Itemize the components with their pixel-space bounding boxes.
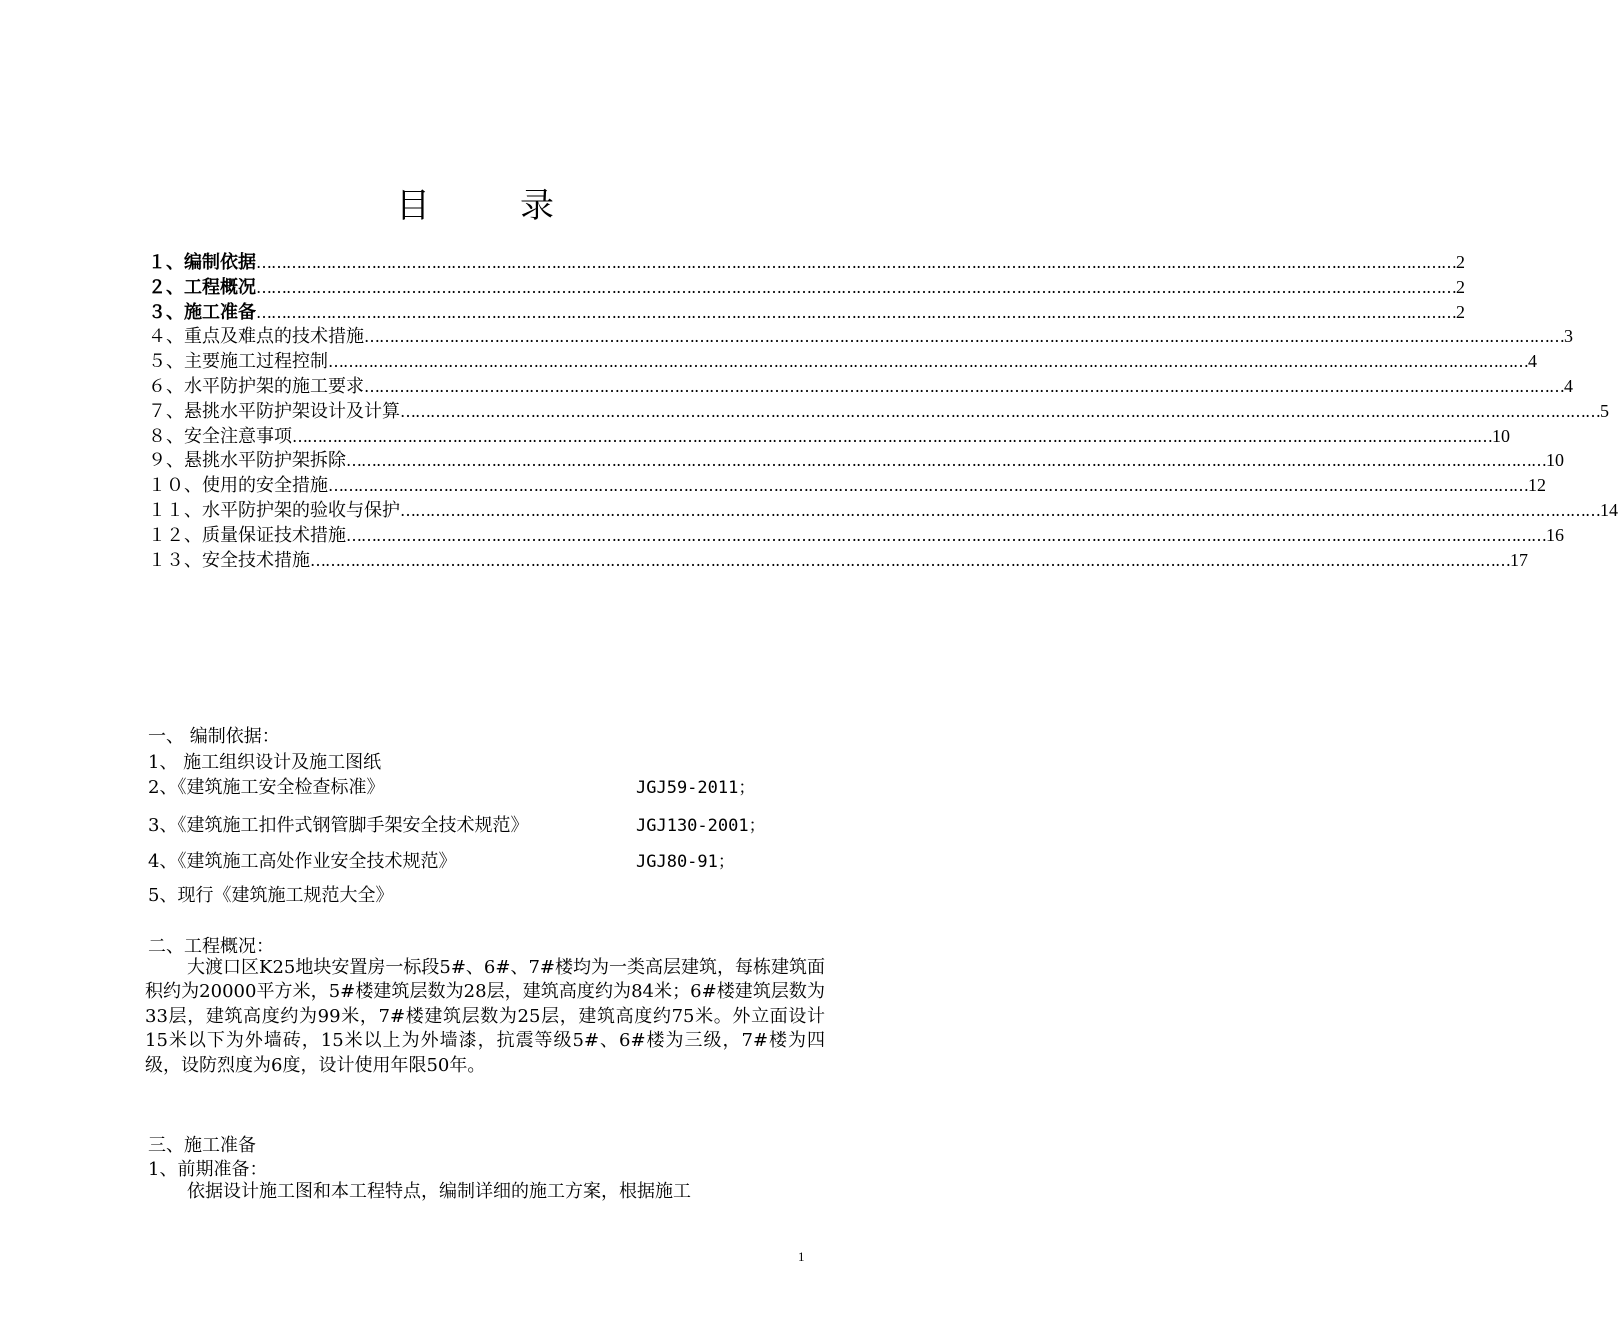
page-number: 1 <box>798 1249 805 1264</box>
toc-leader-dots: …………………………………………………………………………………………………………………………………………………………………………………………………………………… <box>292 426 1492 446</box>
toc-entry-page: 2 <box>1456 301 1465 322</box>
toc-entry <box>148 250 1465 275</box>
toc-entry-label: ６、水平防护架的施工要求 <box>148 375 364 397</box>
toc-leader-dots: …………………………………………………………………………………………………………………………………………………………………………………………………………………… <box>400 401 1600 421</box>
reference-item <box>148 773 788 799</box>
toc-entry-page: 10 <box>1546 450 1564 471</box>
toc-entry-page: 5 <box>1600 400 1609 421</box>
reference-text: 3、《建筑施工扣件式钢管脚手架安全技术规范》 <box>148 815 529 836</box>
toc-entry-page: 4 <box>1528 351 1537 372</box>
toc-leader-dots: …………………………………………………………………………………………………………………………………………………………………………………………………………………… <box>364 327 1564 347</box>
toc-leader-dots: …………………………………………………………………………………………………………………………………………………………………………………………………………………… <box>328 352 1528 372</box>
reference-item <box>148 748 788 774</box>
toc-leader-dots: …………………………………………………………………………………………………………………………………………………………………………………………………………………… <box>256 253 1456 272</box>
toc-entry <box>148 399 1609 424</box>
reference-text: 1、 施工组织设计及施工图纸 <box>148 752 382 773</box>
toc-entry-label: １２、质量保证技术措施 <box>148 524 346 546</box>
toc-entry-page: 12 <box>1528 475 1546 496</box>
toc-entry-page: 4 <box>1564 375 1573 396</box>
section-3-heading: 三、施工准备 <box>148 1135 256 1156</box>
toc-leader-dots: …………………………………………………………………………………………………………………………………………………………………………………………………………………… <box>364 376 1564 396</box>
toc-entry-page: 2 <box>1456 252 1465 272</box>
section-1-heading: 一、 编制依据： <box>148 726 280 747</box>
toc-leader-dots: …………………………………………………………………………………………………………………………………………………………………………………………………………………… <box>400 500 1600 520</box>
toc-entry-page: 2 <box>1456 276 1465 297</box>
toc-entry-label: １、编制依据 <box>148 252 256 273</box>
section-2-paragraph: 大渡口区K25地块安置房一标段5#、6#、7#楼均为一类高层建筑，每栋建筑面积约为20000平方米，5#楼建筑层数为28层，建筑高度约为84米；6#楼建筑层数为33层，建筑高度约为99米，7#楼建筑层数为25层，建筑高度约75米。外立面设计15米以下为外墙砖，15米以上为外墙漆，抗震等级5#、6#楼为三级，7#楼为四级，设防烈度为6度，设计使用年限50年。 <box>145 957 825 1076</box>
toc-title: 目录 <box>396 186 644 226</box>
toc-entry-label: ７、悬挑水平防护架设计及计算 <box>148 400 400 422</box>
reference-item <box>148 811 788 837</box>
toc-entry <box>148 349 1537 374</box>
toc-entry <box>148 424 1510 449</box>
toc-leader-dots: …………………………………………………………………………………………………………………………………………………………………………………………………………………… <box>346 451 1546 471</box>
reference-item <box>148 847 788 873</box>
toc-leader-dots: …………………………………………………………………………………………………………………………………………………………………………………………………………………… <box>256 277 1456 297</box>
reference-item <box>148 881 788 907</box>
reference-code: JGJ59-2011； <box>636 778 756 798</box>
toc-entry-label: ８、安全注意事项 <box>148 425 292 447</box>
toc-entry <box>148 324 1573 349</box>
toc-entry-label: ９、悬挑水平防护架拆除 <box>148 450 346 472</box>
toc-entry <box>148 523 1564 548</box>
toc-entry <box>148 473 1546 498</box>
toc-entry <box>148 275 1465 300</box>
toc-entry-page: 17 <box>1510 549 1528 570</box>
toc-entry <box>148 374 1573 399</box>
section-3-subheading: 1、前期准备： <box>148 1159 268 1180</box>
toc-leader-dots: …………………………………………………………………………………………………………………………………………………………………………………………………………………… <box>256 302 1456 322</box>
toc-entry-label: ２、工程概况 <box>148 276 256 298</box>
toc-entry-page: 14 <box>1600 499 1618 520</box>
toc-entry <box>148 548 1528 573</box>
toc-leader-dots: …………………………………………………………………………………………………………………………………………………………………………………………………………………… <box>310 550 1510 570</box>
reference-text: 5、现行《建筑施工规范大全》 <box>148 885 394 906</box>
toc-leader-dots: …………………………………………………………………………………………………………………………………………………………………………………………………………………… <box>328 476 1528 496</box>
toc-entry-page: 16 <box>1546 524 1564 545</box>
section-3-paragraph: 依据设计施工图和本工程特点，编制详细的施工方案，根据施工 <box>187 1181 691 1202</box>
table-of-contents <box>148 250 1618 572</box>
reference-text: 4、《建筑施工高处作业安全技术规范》 <box>148 851 457 872</box>
toc-entry <box>148 300 1465 325</box>
reference-code: JGJ80-91； <box>636 852 735 872</box>
toc-entry-label: ４、重点及难点的技术措施 <box>148 326 364 348</box>
toc-entry <box>148 498 1618 523</box>
toc-entry <box>148 448 1564 473</box>
reference-text: 2、《建筑施工安全检查标准》 <box>148 777 385 798</box>
toc-entry-label: １１、水平防护架的验收与保护 <box>148 499 400 521</box>
toc-entry-label: １０、使用的安全措施 <box>148 475 328 497</box>
toc-entry-label: ３、施工准备 <box>148 301 256 323</box>
toc-entry-label: １３、安全技术措施 <box>148 549 310 571</box>
toc-entry-label: ５、主要施工过程控制 <box>148 351 328 373</box>
reference-code: JGJ130-2001； <box>636 816 766 836</box>
toc-leader-dots: …………………………………………………………………………………………………………………………………………………………………………………………………………………… <box>346 525 1546 545</box>
toc-entry-page: 3 <box>1564 326 1573 347</box>
toc-entry-page: 10 <box>1492 425 1510 446</box>
section-2-heading: 二、工程概况： <box>148 936 274 957</box>
